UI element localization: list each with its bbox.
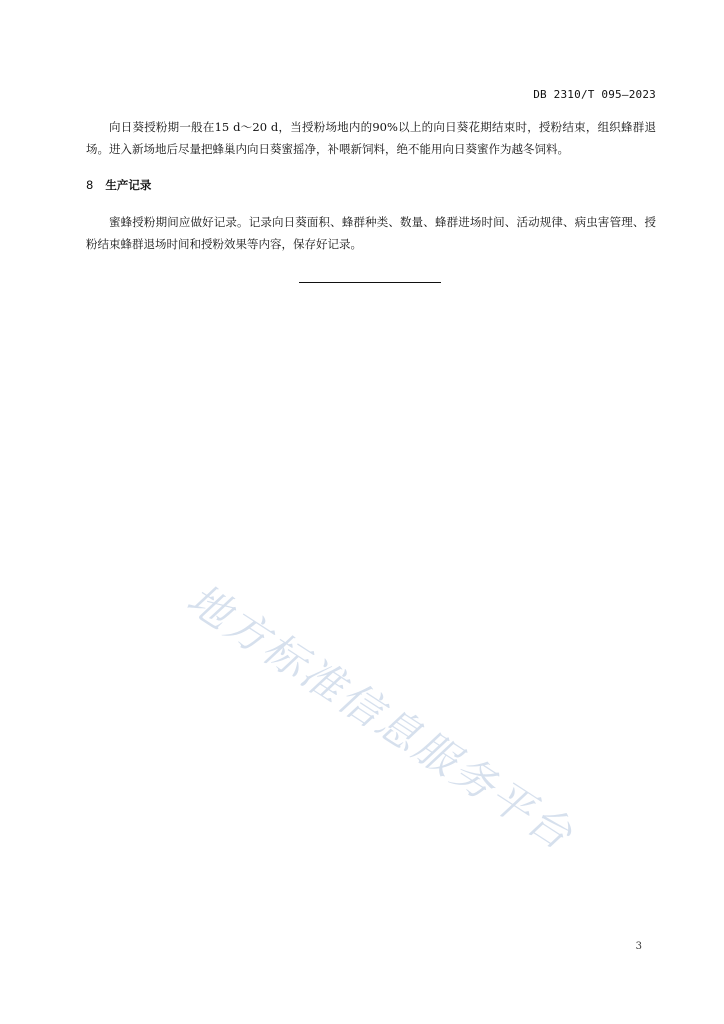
standard-code-header: DB 2310/T 095—2023 (533, 88, 656, 101)
watermark-text: 地方标准信息服务平台 (178, 574, 583, 861)
section-title: 生产记录 (105, 178, 152, 192)
section-heading-production-records (86, 177, 151, 193)
paragraph-production-records: 蜜蜂授粉期间应做好记录。记录向日葵面积、蜂群种类、数量、蜂群进场时间、活动规律、病虫害管理、授粉结束蜂群退场时间和授粉效果等内容，保存好记录。 (86, 215, 656, 251)
end-of-document-rule (299, 282, 441, 283)
paragraph-pollination-period: 向日葵授粉期一般在15 d～20 d，当授粉场地内的90%以上的向日葵花期结束时，授粉结束，组织蜂群退场。进入新场地后尽量把蜂巢内向日葵蜜摇净，补喂新饲料，绝不能用向日葵蜜作为越冬饲料。 (86, 120, 656, 156)
section-number: 8 (86, 178, 94, 192)
page-number: 3 (635, 941, 642, 952)
